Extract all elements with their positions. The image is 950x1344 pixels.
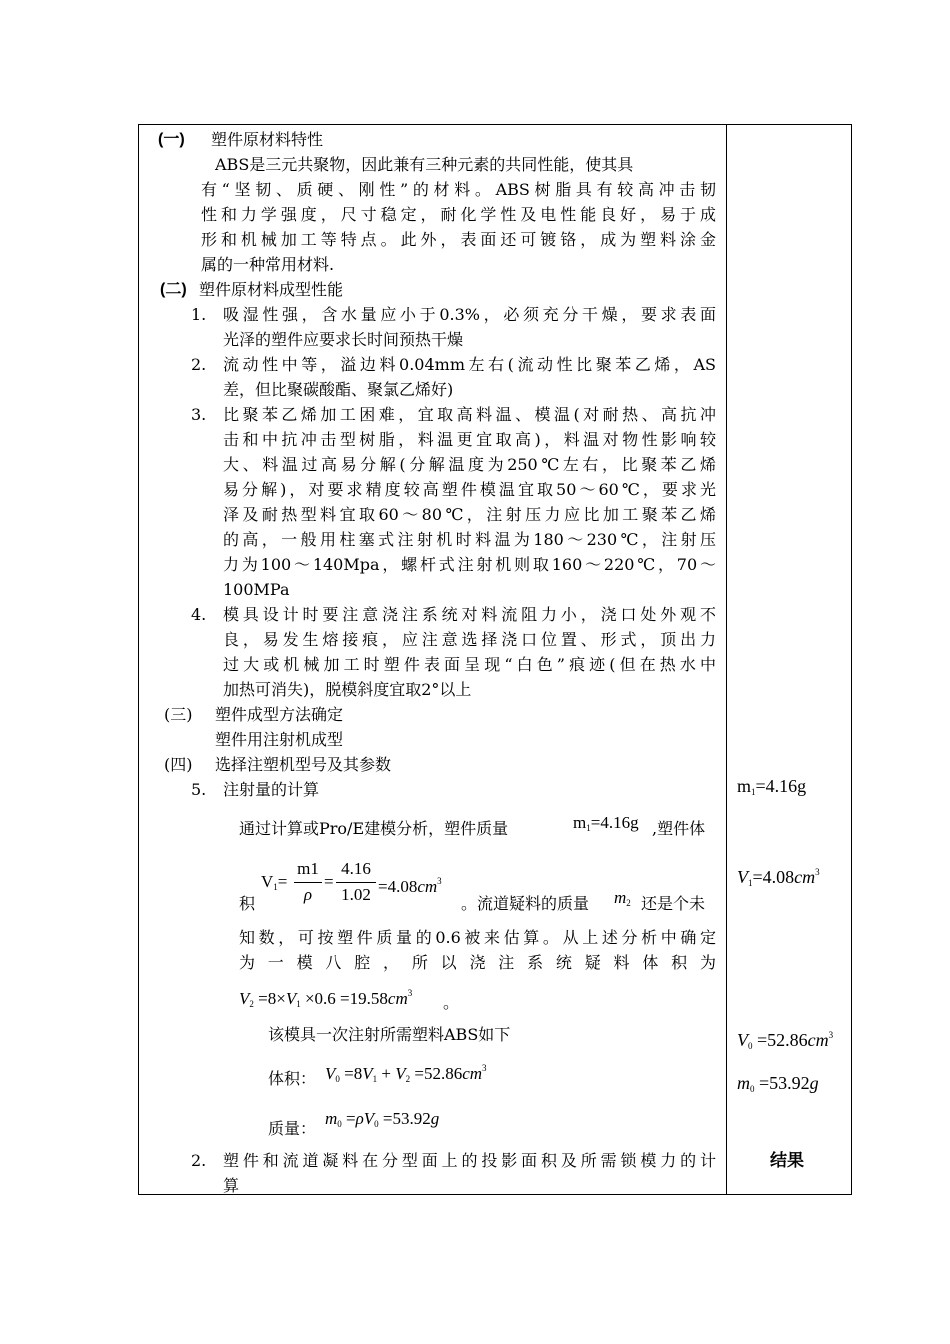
- item-1-line-1: 吸湿性强，含水量应小于0.3%，必须充分干燥，要求表面: [223, 305, 716, 324]
- item-3-line-6: 的高，一般用柱塞式注射机时料温为180～230℃，注射压: [223, 530, 716, 549]
- section-4-title: 选择注塑机型号及其参数: [215, 755, 392, 774]
- section-1-marker: (一): [158, 131, 185, 148]
- section-3-marker: (三): [164, 705, 193, 724]
- v0-formula: $V_0 =8V_1 + V_2 =52.86cm^3$: [325, 1063, 487, 1084]
- calc-text-4: 为一模八腔，所以浇注系统疑料体积为: [239, 953, 716, 972]
- item-3-line-7: 力为100～140Mpa，螺杆式注射机则取160～220℃，70～: [223, 555, 716, 574]
- m0-formula: $m_0 =\rho V_0 =53.92g$: [325, 1109, 440, 1129]
- item-4-line-1: 模具设计时要注意浇注系统对料流阻力小，浇口处外观不: [223, 605, 716, 624]
- column-divider: [726, 124, 727, 1195]
- item-4-number: 4.: [191, 605, 207, 624]
- item-2-line-2: 差，但比聚碳酸酯、聚氯乙烯好): [223, 380, 454, 399]
- item-3-line-1: 比聚苯乙烯加工困难，宜取高料温、模温(对耐热、高抗冲: [223, 405, 716, 424]
- item-3-line-2: 击和中抗冲击型树脂，料温更宜取高)，料温对物性影响较: [223, 430, 716, 449]
- item-4-line-3: 过大或机械加工时塑件表面呈现“白色”痕迹(但在热水中: [223, 655, 716, 674]
- result-heading: 结果: [770, 1151, 804, 1170]
- fraction-1-denominator: ρ: [303, 885, 313, 904]
- item-4-line-2: 良，易发生熔接痕，应注意选择浇口位置、形式，顶出力: [223, 630, 716, 649]
- item-3-number: 3.: [191, 405, 207, 424]
- item-3-line-4: 易分解)，对要求精度较高塑件模温宜取50～60℃，要求光: [223, 480, 716, 499]
- calc-text-2b: 。流道疑料的质量: [461, 894, 590, 913]
- item-2-number: 2.: [191, 355, 207, 374]
- fraction-1-bar: [294, 882, 322, 883]
- result-m1: $m_1=4.16g$: [737, 776, 807, 797]
- calc-text-5-end: 。: [443, 993, 460, 1012]
- section-1-line-1: ABS是三元共聚物，因此兼有三种元素的共同性能，使其具: [215, 155, 634, 174]
- fraction-2-numerator: 4.16: [341, 859, 371, 878]
- item-4-line-4: 加热可消失)，脱模斜度宜取2°以上: [223, 680, 472, 699]
- item-3-line-5: 泽及耐热型料宜取60～80℃，注射压力应比加工聚苯乙烯: [223, 505, 716, 524]
- item-3-line-3: 大、料温过高易分解(分解温度为250℃左右，比聚苯乙烯: [223, 455, 716, 474]
- fraction-2-denominator: 1.02: [341, 885, 371, 904]
- result-m0: $m_0 =53.92g$: [737, 1073, 819, 1094]
- item-5-number: 5.: [191, 780, 207, 799]
- calc-text-3: 知数，可按塑件质量的0.6被来估算。从上述分析中确定: [239, 928, 716, 947]
- section-4-marker: (四): [164, 755, 193, 774]
- volume-label: 体积：: [268, 1069, 317, 1088]
- calc-text-2c: 还是个未: [641, 894, 706, 913]
- item-1-line-2: 光泽的塑件应要求长时间预热干燥: [223, 330, 464, 349]
- mass-label: 质量：: [268, 1119, 317, 1138]
- mass-formula-inline: $m_1=4.16g$: [573, 813, 639, 833]
- fraction-1-numerator: m1: [297, 859, 319, 878]
- calc-text-1a: 通过计算或Pro/E建模分析，塑件质量: [239, 819, 509, 838]
- v1-formula-result: $=4.08cm^3$: [378, 876, 442, 896]
- item-2b-line-1: 塑件和流道凝料在分型面上的投影面积及所需锁模力的计: [223, 1151, 716, 1170]
- section-1-title: 塑件原材料特性: [211, 130, 324, 149]
- result-v0: $V_0 =52.86cm^3$: [737, 1030, 834, 1051]
- fraction-2-bar: [336, 882, 376, 883]
- equals-sign: =: [324, 872, 334, 891]
- result-v1: $V_1=4.08cm^3$: [737, 867, 820, 888]
- section-3-body: 塑件用注射机成型: [215, 730, 344, 749]
- section-2-title: 塑件原材料成型性能: [199, 280, 344, 299]
- item-5-title: 注射量的计算: [223, 780, 320, 799]
- section-2-marker: (二): [160, 281, 187, 298]
- section-1-line-2: 有“坚韧、质硬、刚性”的材料。ABS树脂具有较高冲击韧: [201, 180, 716, 199]
- item-2b-number: 2.: [191, 1151, 207, 1170]
- item-2-line-1: 流动性中等，溢边料0.04mm左右(流动性比聚苯乙烯，AS: [223, 355, 716, 374]
- calc-text-1b: ,塑件体: [652, 819, 706, 838]
- item-1-number: 1.: [191, 305, 207, 324]
- v1-formula-lhs: $V_1=$: [261, 872, 288, 892]
- section-1-line-5: 属的一种常用材料.: [201, 255, 335, 274]
- item-2b-line-2: 算: [223, 1176, 240, 1195]
- section-3-title: 塑件成型方法确定: [215, 705, 344, 724]
- calc-text-6: 该模具一次注射所需塑料ABS如下: [268, 1025, 511, 1044]
- section-1-line-4: 形和机械加工等特点。此外，表面还可镀铬，成为塑料涂金: [201, 230, 716, 249]
- section-1-line-3: 性和力学强度，尺寸稳定，耐化学性及电性能良好，易于成: [201, 205, 716, 224]
- v2-formula: $V_2 =8\times V_1 \times 0.6 =19.58cm^3$: [239, 988, 413, 1009]
- m2-symbol: $m_2$: [614, 888, 631, 908]
- item-3-line-8: 100MPa: [223, 580, 290, 599]
- calc-text-2a: 积: [239, 894, 256, 913]
